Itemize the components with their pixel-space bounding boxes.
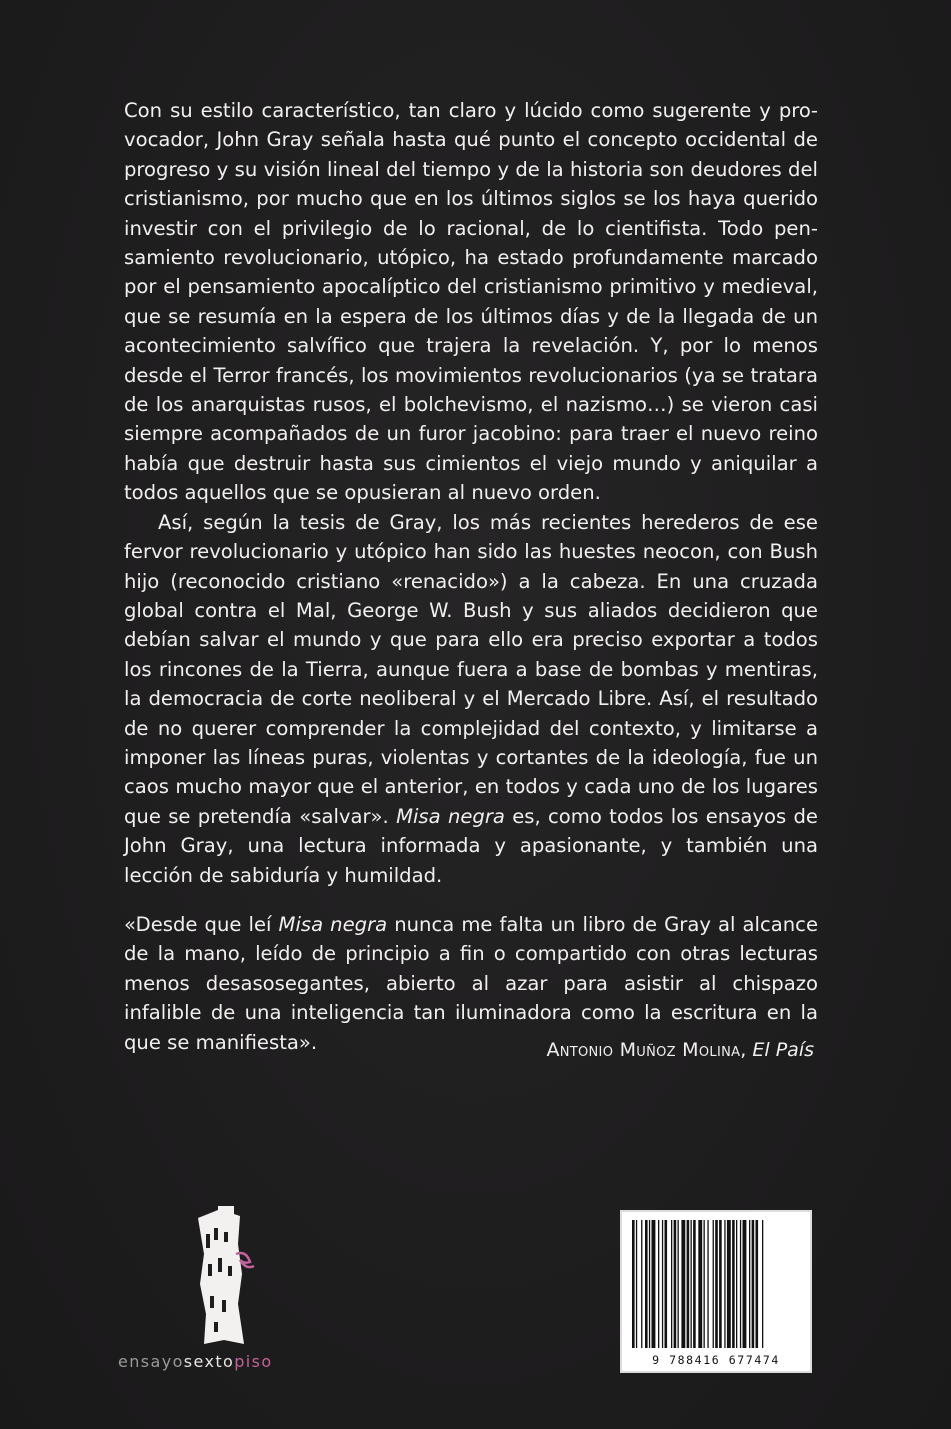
barcode-bar xyxy=(652,1220,656,1348)
barcode-bar xyxy=(636,1220,637,1348)
barcode-bar xyxy=(698,1220,702,1348)
synopsis-p2-end: es, como todos los ensayos de John Gray, una lectura informada y apasionante, y también una lección de sabiduría y humildad. xyxy=(124,804,818,887)
barcode-bar xyxy=(749,1220,750,1348)
barcode-bar xyxy=(681,1220,685,1348)
attribution-separator: , xyxy=(740,1039,753,1061)
barcode-bar xyxy=(719,1220,722,1348)
synopsis-text xyxy=(124,96,818,890)
synopsis-paragraph-1: Con su estilo característico, tan claro y lúcido como sugerente y provocador, John Gray señala hasta qué punto el concepto occidental de progreso y su visión lineal del tiempo y de la historia son deudores del cristianismo, por mucho que en los últimos siglos se los haya querido investir con el privilegio de lo racional, de lo cientifista. Todo pensamiento revolucionario, utópico, ha estado profundamente marcado por el pensamiento apocalíptico del cristianismo primitivo y medieval, que se resumía en la espera de los últimos días y de la llegada de un acontecimiento salvífico que trajera la revelación. Y, por lo menos desde el Terror francés, los movimientos revolucionarios (ya se tratara de los anarquistas rusos, el bolchevismo, el nazismo…) se vieron casi siempre acompañados de un furor jacobino: para traer el nuevo reino había que destruir hasta sus cimientos el viejo mundo y aniquilar a todos aquellos que se opusieran al nuevo orden. xyxy=(124,99,818,505)
barcode-bar xyxy=(658,1220,659,1348)
barcode-bar xyxy=(752,1220,755,1348)
barcode-bar xyxy=(713,1220,714,1348)
barcode-bar xyxy=(732,1220,735,1348)
quote-end: nunca me falta un libro de Gray al alcance de la mano, leído de principio a fin o compartido con otras lecturas menos desasosegantes, abierto al azar para asistir al chispazo infalible de una inteligencia tan iluminadora como la escritura en la que se manifiesta». xyxy=(124,913,818,1054)
publisher-logo xyxy=(110,1198,290,1378)
quote-author: Antonio Muñoz Molina xyxy=(546,1039,741,1061)
building-icon xyxy=(188,1204,258,1346)
barcode-bar xyxy=(707,1220,708,1348)
barcode-bar xyxy=(674,1220,677,1348)
barcode-bar xyxy=(687,1220,690,1348)
barcode-bar xyxy=(662,1220,663,1348)
barcode-bar xyxy=(649,1220,650,1348)
barcode-bar xyxy=(665,1220,668,1348)
quote-book-title: Misa negra xyxy=(278,913,388,936)
barcode-bar xyxy=(740,1220,741,1348)
quote-attribution xyxy=(546,1036,814,1065)
synopsis-paragraph-2 xyxy=(124,508,818,890)
barcode-bar xyxy=(756,1220,759,1348)
barcode-bar xyxy=(641,1220,642,1348)
barcode-bar xyxy=(727,1220,731,1348)
barcode-bar xyxy=(678,1220,679,1348)
publisher-name xyxy=(118,1352,288,1371)
review-quote xyxy=(124,910,818,1057)
barcode-bar xyxy=(724,1220,725,1348)
isbn-barcode xyxy=(620,1210,812,1373)
barcode-bar xyxy=(645,1220,648,1348)
publisher-name-sexto: sexto xyxy=(183,1352,235,1371)
book-title-italic: Misa negra xyxy=(396,804,505,828)
quote-source: El País xyxy=(752,1039,814,1061)
review-quote-text xyxy=(124,910,818,1057)
barcode-bar xyxy=(704,1220,705,1348)
quote-start: «Desde que leí xyxy=(124,913,279,936)
barcode-bar xyxy=(743,1220,747,1348)
barcode-bars xyxy=(630,1220,802,1348)
barcode-bar xyxy=(693,1220,696,1348)
publisher-name-ensayo: ensayo xyxy=(118,1352,184,1371)
publisher-name-piso: piso xyxy=(234,1352,273,1371)
barcode-bar xyxy=(715,1220,718,1348)
barcode-bar xyxy=(736,1220,737,1348)
isbn-digits: 9 788416 677474 xyxy=(652,1353,780,1367)
barcode-bar xyxy=(671,1220,672,1348)
barcode-bar xyxy=(632,1220,635,1348)
barcode-bar xyxy=(762,1220,763,1348)
synopsis-p2-start: Así, según la tesis de Gray, los más recientes herederos de ese fervor revolucionario y utópico han sido las huestes neocon, con Bush hijo (reconocido cristiano «renacido») a la cabeza. En una cruzada global contra el Mal, George W. Bush y sus aliados decidieron que debían salvar el mundo y que para ello era preciso exportar a todos los rincones de la Tierra, aunque fuera a base de bombas y mentiras, la democracia de corte neoliberal y el Mercado Libre. Así, el resultado de no querer comprender la complejidad del contexto, y limitarse a imponer las líneas puras, violentas y cortantes de la ideología, fue un caos mucho mayor que el anterior, en todos y cada uno de los lugares que se pretendía «salvar». xyxy=(124,510,818,828)
barcode-bar xyxy=(691,1220,692,1348)
